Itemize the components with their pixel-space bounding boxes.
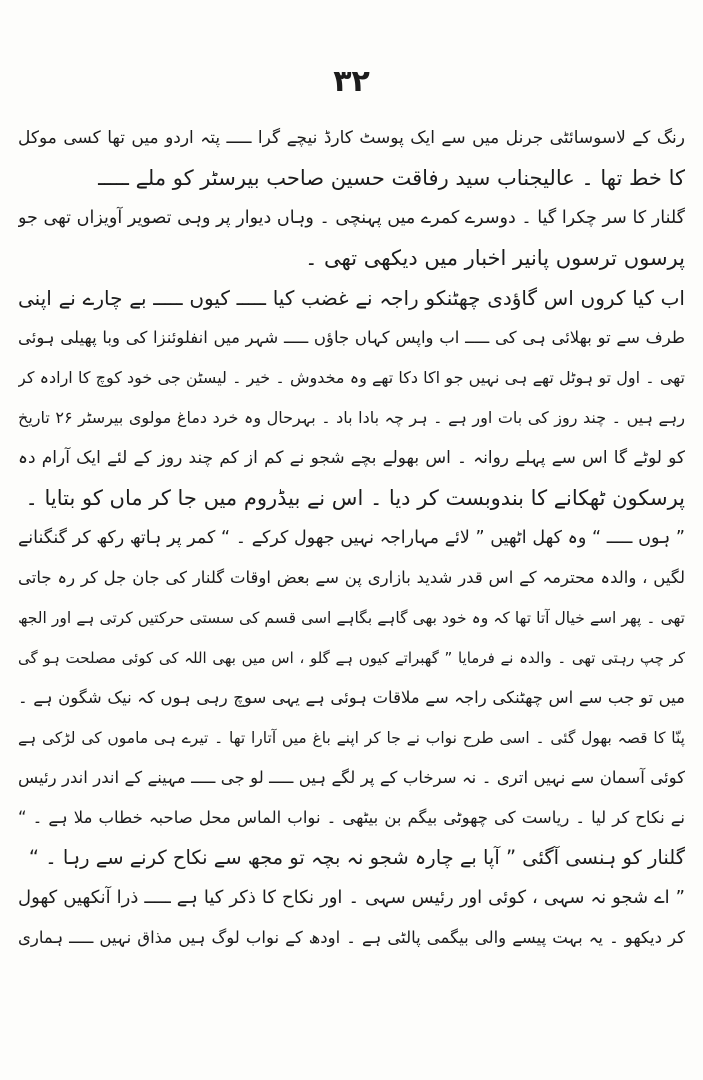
- body-text: [18, 118, 685, 958]
- text-line: رنگ کے لاسوسائٹی جرنل میں سے ایک پوسٹ کارڈ نیچے گرا ـــــ پتہ اردو میں تھا کسی موکل: [18, 128, 685, 148]
- text-line: طرف سے تو بھلائی ہی کی ـــــ اب واپس کہاں جاؤں ـــــ شہر میں انفلوئنزا کی وبا پھیلی ہوئی: [18, 328, 685, 347]
- text-line: ” اے شجو نہ سہی ، کوئی اور رئیس سہی ۔ اور نکاح کا ذکر کیا ہے ـــــ ذرا آنکھیں کھول: [18, 887, 685, 908]
- text-line: کا خط تھا ۔ عالیجناب سید رفاقت حسین صاحب بیرسٹر کو ملے ـــــ: [98, 166, 685, 190]
- text-line: پرسوں ترسوں پانیر اخبار میں دیکھی تھی ۔: [305, 246, 685, 270]
- text-line: کر چپ رہتی تھی ۔ والدہ نے فرمایا ” گھبراتے کیوں ہے گلو ، اس میں بھی اللہ کی کوئی مصلحت ہو گی: [18, 649, 685, 667]
- text-line: تھی ۔ پھر اسے خیال آتا تھا کہ وہ خود بھی گاہے بگاہے اسی قسم کی سستی حرکتیں کرتی ہے اور الجھ: [18, 609, 685, 627]
- text-line: لگیں ، والدہ محترمہ کے اس قدر شدید بازاری پن سے بعض اوقات گلنار کی جان جل کر رہ جاتی: [18, 568, 685, 587]
- page-number: ۳۲: [333, 64, 370, 99]
- text-line: اب کیا کروں اس گاؤدی چھٹنکو راجہ نے غضب کیا ـــــ کیوں ـــــ بے چارے نے اپنی: [18, 286, 685, 310]
- text-line: ” ہوں ـــــ “ وہ کھل اٹھیں ” لائے مہاراجہ نہیں جھول کرکے ۔ “ کمر پر ہاتھ رکھ کر گنگنانے: [18, 528, 685, 548]
- text-line: میں تو جب سے اس چھٹنکی راجہ سے ملاقات ہوئی ہے یہی سوچ رہی ہوں کہ نیک شگون ہے ۔: [18, 688, 685, 707]
- text-line: تھی ۔ اول تو ہوٹل تھے ہی نہیں جو اکا دکا تھے وہ مخدوش ۔ خیر ۔ لیسٹن جی خود کوچ کا ارادہ کر: [18, 368, 685, 387]
- text-line: گلنار کو ہنسی آگئی ” آپا بے چارہ شجو نہ بچہ تو مجھ سے نکاح کرنے سے رہا ۔ “: [28, 846, 685, 869]
- text-line: پنّا کا قصہ بھول گئی ۔ اسی طرح نواب نے جا کر اپنے باغ میں آتارا تھا ۔ تیرے ہی ماموں کی لڑکی ہے: [18, 729, 685, 747]
- text-line: رہے ہیں ۔ چند روز کی بات اور ہے ۔ ہر چہ بادا باد ۔ بہرحال وہ خرد دماغ مولوی بیرسٹر ۲۶ تاریخ: [18, 408, 685, 427]
- text-line: کو لوٹے گا اس سے پہلے روانہ ۔ اس بھولے بچے شجو نے کم از کم چند روز کے لئے ایک آرام دہ: [18, 448, 685, 468]
- text-line: نے نکاح کر لیا ۔ ریاست کی چھوٹی بیگم بن بیٹھی ۔ نواب الماس محل صاحبہ خطاب ملا ہے ۔ “: [18, 808, 685, 827]
- text-line: کر دیکھو ۔ یہ بہت پیسے والی بیگمی پالٹی ہے ۔ اودھ کے نواب لوگ ہیں مذاق نہیں ـــــ ہماری: [18, 928, 685, 947]
- text-line: گلنار کا سر چکرا گیا ۔ دوسرے کمرے میں پہنچی ۔ وہاں دیوار پر وہی تصویر آویزاں تھی جو: [18, 208, 685, 228]
- text-line: پرسکون ٹھکانے کا بندوبست کر دیا ۔ اس نے بیڈروم میں جا کر ماں کو بتایا ۔: [25, 486, 685, 510]
- text-line: کوئی آسمان سے نہیں اتری ۔ نہ سرخاب کے پر لگے ہیں ـــــ لو جی ـــــ مہینے کے اندر اندر رئیس: [18, 768, 685, 787]
